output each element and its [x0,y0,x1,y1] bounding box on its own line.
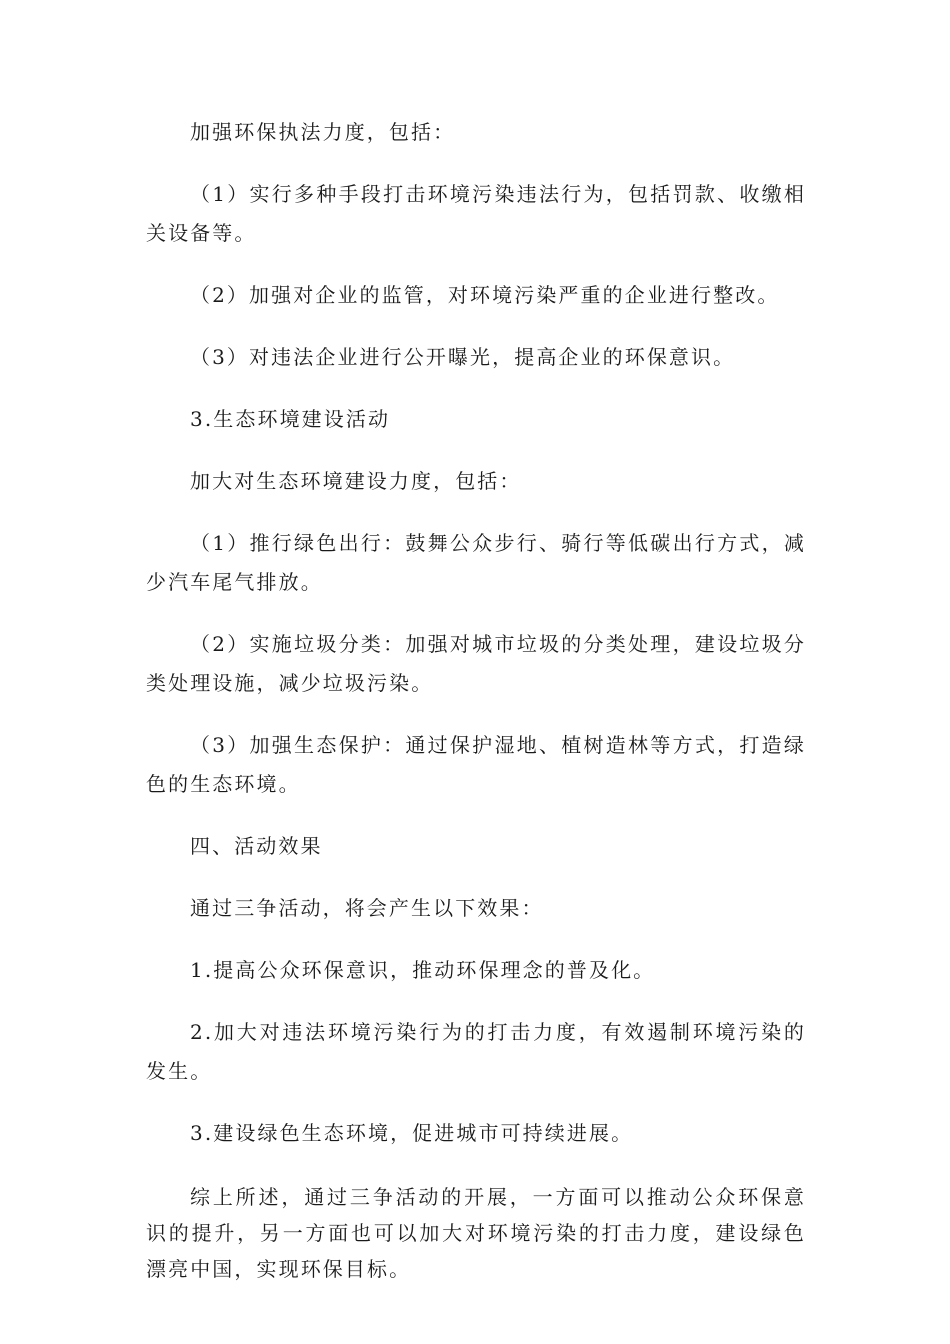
paragraph-ecology-item-1: （1）推行绿色出行：鼓舞公众步行、骑行等低碳出行方式，减少汽车尾气排放。 [146,531,806,594]
paragraph-ecology-item-3: （3）加强生态保护：通过保护湿地、植树造林等方式，打造绿色的生态环境。 [146,733,806,796]
paragraph-effect-1: 1.提高公众环保意识，推动环保理念的普及化。 [190,958,656,982]
paragraph-effect-3: 3.建设绿色生态环境，促进城市可持续进展。 [190,1121,634,1145]
paragraph-ecology-item-2: （2）实施垃圾分类：加强对城市垃圾的分类处理，建设垃圾分类处理设施，减少垃圾污染。 [146,632,806,695]
paragraph-conclusion: 综上所述，通过三争活动的开展，一方面可以推动公众环保意识的提升，另一方面也可以加大对环境污染的打击力度，建设绿色漂亮中国，实现环保目标。 [146,1185,806,1281]
paragraph-enforcement-item-2: （2）加强对企业的监管，对环境污染严重的企业进行整改。 [190,283,780,307]
paragraph-enforcement-item-3: （3）对违法企业进行公开曝光，提高企业的环保意识。 [190,345,736,369]
section-heading-ecology: 3.生态环境建设活动 [190,407,391,431]
paragraph-effects-intro: 通过三争活动，将会产生以下效果： [190,896,544,920]
paragraph-enforcement-intro: 加强环保执法力度，包括： [190,120,456,144]
section-heading-effects: 四、活动效果 [190,834,323,858]
document-page [146,113,806,1310]
paragraph-enforcement-item-1: （1）实行多种手段打击环境污染违法行为，包括罚款、收缴相关设备等。 [146,182,806,245]
paragraph-effect-2: 2.加大对违法环境污染行为的打击力度，有效遏制环境污染的发生。 [146,1020,806,1083]
paragraph-ecology-intro: 加大对生态环境建设力度，包括： [190,469,522,493]
